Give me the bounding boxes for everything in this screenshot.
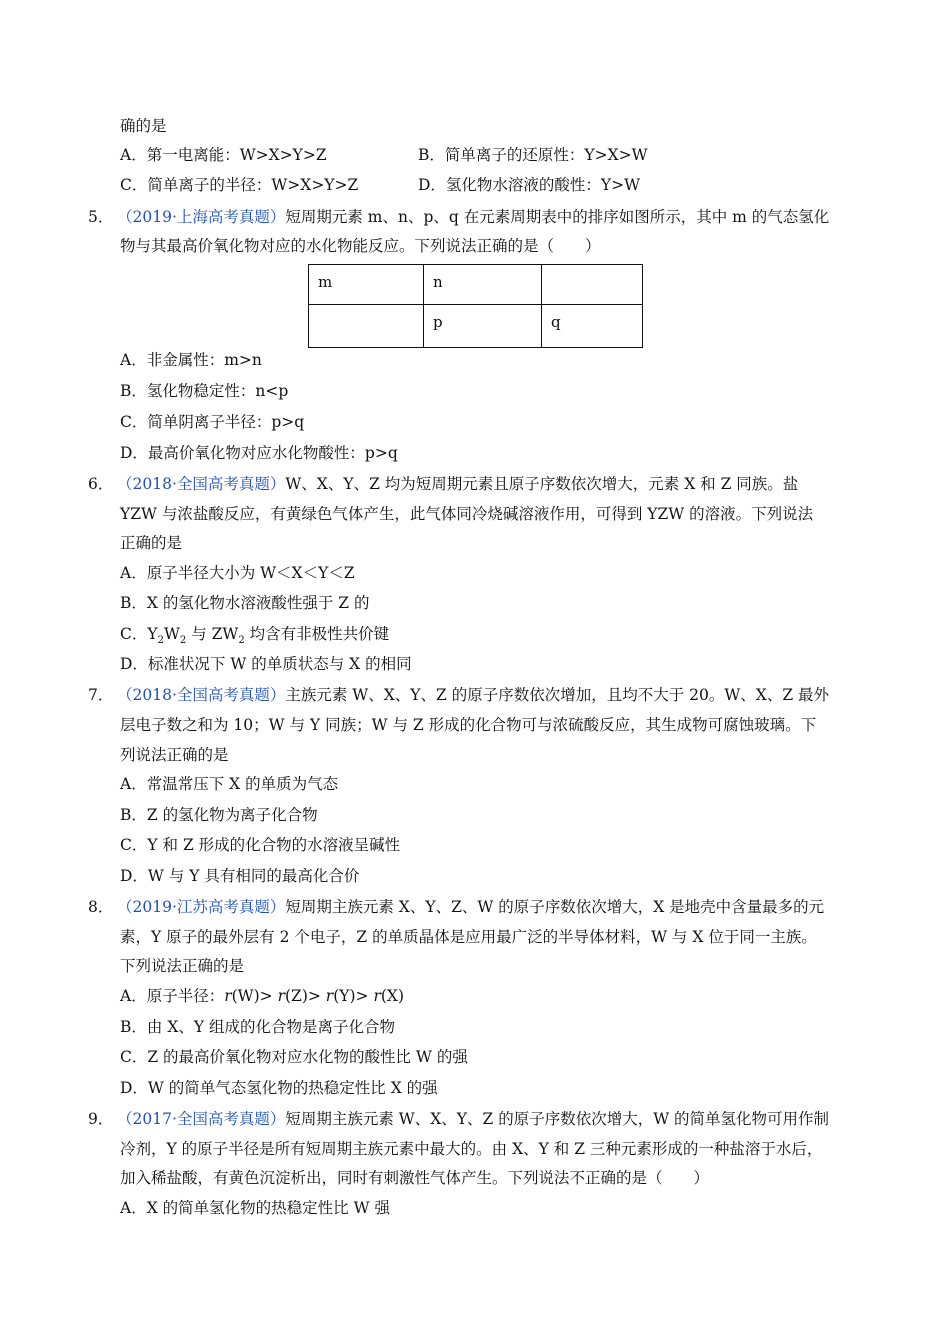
cell-q: q <box>542 305 643 348</box>
q9-option-a[interactable]: A．X 的简单氢化物的热稳定性比 W 强 <box>120 1199 390 1217</box>
cell-empty-1 <box>542 265 643 305</box>
q9-source: （2017·全国高考真题） <box>117 1110 286 1128</box>
table-row <box>309 305 643 348</box>
q7-option-d[interactable]: D．W 与 Y 具有相同的最高化合价 <box>120 867 360 885</box>
q6-option-c[interactable]: C．$Y_2W_2$ 与 $ZW_2$ 均含有非极性共价键 <box>120 625 390 647</box>
q6-option-a[interactable]: A．原子半径大小为 W＜X＜Y＜Z <box>120 564 355 582</box>
q5-option-c[interactable]: C．简单阴离子半径：p>q <box>120 413 305 431</box>
periodic-position-table <box>308 264 643 348</box>
cell-m: m <box>309 265 424 305</box>
q4-stem-continuation: 确的是 <box>120 117 167 135</box>
q9-stem-line-3: 加入稀盐酸，有黄色沉淀析出，同时有刺激性气体产生。下列说法不正确的是（ ） <box>120 1169 710 1187</box>
q4-option-a[interactable]: A．第一电离能：W>X>Y>Z <box>120 146 327 164</box>
cell-p: p <box>424 305 542 348</box>
q8-number: 8． <box>88 898 114 916</box>
q8-option-c[interactable]: C．Z 的最高价氧化物对应水化物的酸性比 W 的强 <box>120 1048 468 1066</box>
q8-option-d[interactable]: D．W 的简单气态氢化物的热稳定性比 X 的强 <box>120 1079 438 1097</box>
q6-option-b[interactable]: B．X 的氢化物水溶液酸性强于 Z 的 <box>120 594 370 612</box>
q5-option-d[interactable]: D．最高价氧化物对应水化物酸性：p>q <box>120 444 398 462</box>
q4-option-b[interactable]: B．简单离子的还原性：Y>X>W <box>418 146 648 164</box>
q7-number: 7． <box>88 686 114 704</box>
q5-source: （2019·上海高考真题） <box>117 208 286 226</box>
q8-stem-line-2: 素，Y 原子的最外层有 2 个电子，Z 的单质晶体是应用最广泛的半导体材料，W 与 X 位于同一主族。 <box>120 928 817 946</box>
q5-number: 5． <box>88 208 114 226</box>
table-row <box>309 265 643 305</box>
q6-stem-text-1: W、X、Y、Z 均为短周期元素且原子序数依次增大，元素 X 和 Z 同族。盐 <box>285 475 799 493</box>
q8-source: （2019·江苏高考真题） <box>117 898 286 916</box>
q9-stem-text-1: 短周期主族元素 W、X、Y、Z 的原子序数依次增大，W 的简单氢化物可用作制 <box>285 1110 830 1128</box>
q6-source: （2018·全国高考真题） <box>117 475 286 493</box>
cell-n: n <box>424 265 542 305</box>
q7-stem-line-2: 层电子数之和为 10；W 与 Y 同族；W 与 Z 形成的化合物可与浓硫酸反应，其生成物可腐蚀玻璃。下 <box>120 716 817 734</box>
q6-stem-line-1 <box>117 474 798 494</box>
q7-option-a[interactable]: A．常温常压下 X 的单质为气态 <box>120 775 339 793</box>
q6-number: 6． <box>88 475 114 493</box>
q8-stem-text-1: 短周期主族元素 X、Y、Z、W 的原子序数依次增大，X 是地壳中含量最多的元 <box>285 898 825 916</box>
q8-stem-line-1 <box>117 897 824 917</box>
q8-option-b[interactable]: B．由 X、Y 组成的化合物是离子化合物 <box>120 1018 396 1036</box>
q5-stem-line-2: 物与其最高价氧化物对应的水化物能反应。下列说法正确的是（ ） <box>120 237 601 255</box>
q4-option-d[interactable]: D．氢化物水溶液的酸性：Y>W <box>418 176 641 194</box>
q8-stem-line-3: 下列说法正确的是 <box>120 957 245 975</box>
q6-option-d[interactable]: D．标准状况下 W 的单质状态与 X 的相同 <box>120 655 412 673</box>
q5-stem-text-1: 短周期元素 m、n、p、q 在元素周期表中的排序如图所示，其中 m 的气态氢化 <box>285 208 830 226</box>
q9-number: 9． <box>88 1110 114 1128</box>
q4-option-c[interactable]: C．简单离子的半径：W>X>Y>Z <box>120 176 359 194</box>
q7-stem-text-1: 主族元素 W、X、Y、Z 的原子序数依次增加，且均不大于 20。W、X、Z 最外 <box>285 686 830 704</box>
q7-stem-line-3: 列说法正确的是 <box>120 746 229 764</box>
q8-option-a[interactable]: A．原子半径：r(W)> r(Z)> r(Y)> r(X) <box>120 987 405 1005</box>
q5-stem-line-1 <box>117 207 829 227</box>
q6-stem-line-3: 正确的是 <box>120 534 183 552</box>
q7-option-b[interactable]: B．Z 的氢化物为离子化合物 <box>120 806 318 824</box>
q7-stem-line-1 <box>117 685 829 705</box>
q9-stem-line-2: 冷剂，Y 的原子半径是所有短周期主族元素中最大的。由 X、Y 和 Z 三种元素形成的一种盐溶于水后， <box>120 1140 823 1158</box>
q5-option-a[interactable]: A．非金属性：m>n <box>120 351 262 369</box>
q5-option-b[interactable]: B．氢化物稳定性：n<p <box>120 382 289 400</box>
q9-stem-line-1 <box>117 1109 829 1129</box>
cell-empty-2 <box>309 305 424 348</box>
q6-stem-line-2: YZW 与浓盐酸反应，有黄绿色气体产生，此气体同冷烧碱溶液作用，可得到 YZW 的溶液。下列说法 <box>120 505 814 523</box>
q7-option-c[interactable]: C．Y 和 Z 形成的化合物的水溶液呈碱性 <box>120 836 401 854</box>
q7-source: （2018·全国高考真题） <box>117 686 286 704</box>
